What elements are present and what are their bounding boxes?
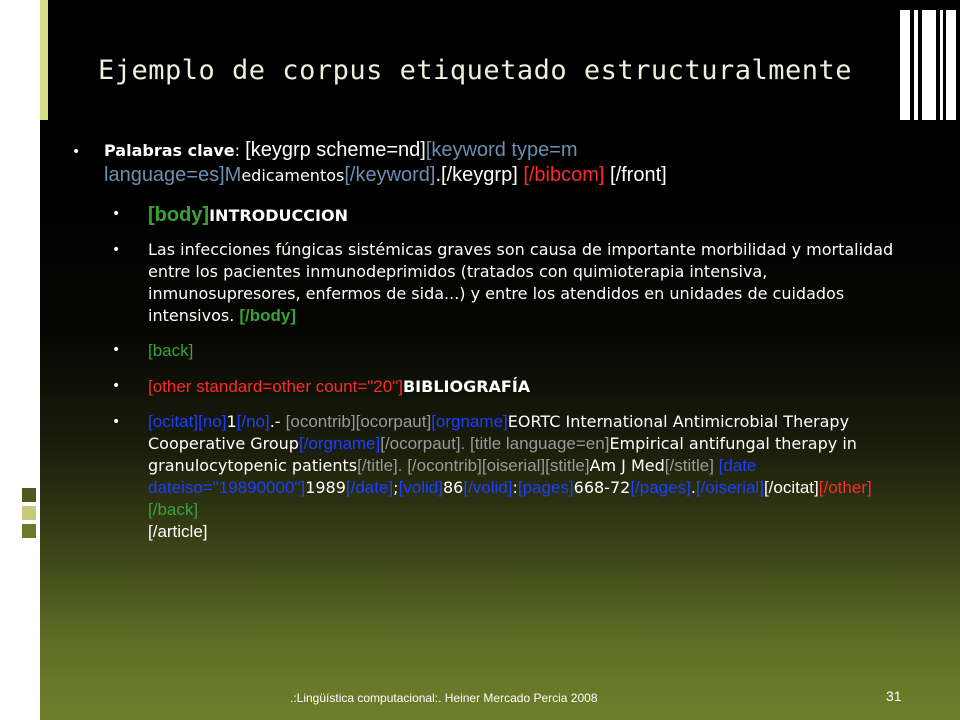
ref-text: 668-72 xyxy=(573,478,631,497)
tag: [/stitle] xyxy=(664,456,719,475)
ref-text: : xyxy=(512,478,518,497)
tag: [/other] xyxy=(818,478,872,497)
tag: [/ocitat] xyxy=(763,478,819,497)
decorative-square xyxy=(22,506,36,520)
keywords-colon: : xyxy=(234,141,246,160)
tag: .[/keygrp] xyxy=(435,164,524,186)
tag: [/no] xyxy=(236,412,270,431)
ref-text: 1989 xyxy=(305,478,346,497)
tag: [ocontrib][ocorpaut] xyxy=(285,412,432,431)
ref-number: 1 xyxy=(226,412,237,431)
ref-text: . xyxy=(690,478,696,497)
decorative-bar xyxy=(914,10,918,120)
list-item-keywords xyxy=(72,138,904,188)
decorative-bar xyxy=(922,10,936,120)
keyword-text: edicamentos xyxy=(241,166,345,185)
tag: [/back] xyxy=(148,500,199,519)
tag: [keyword type=m language=es]M xyxy=(104,139,578,186)
decorative-bar xyxy=(946,10,956,120)
list-item-bibliography xyxy=(112,377,908,397)
list-item-reference xyxy=(112,411,908,543)
tag: [/keyword] xyxy=(344,164,436,186)
tag: [/volid] xyxy=(463,478,513,497)
tag: [ocitat][no] xyxy=(148,412,227,431)
ref-text: 86 xyxy=(442,478,464,497)
ref-text: ; xyxy=(393,478,399,497)
tag: [/ocorpaut]. [title language=en] xyxy=(380,434,610,453)
tag: [/oiserial] xyxy=(695,478,764,497)
page-number: 31 xyxy=(886,688,902,704)
tag: [body] xyxy=(148,204,210,226)
decorative-square xyxy=(22,524,36,538)
list-item-paragraph xyxy=(112,239,908,327)
decorative-square xyxy=(22,488,36,502)
bullet-icon: • xyxy=(112,414,121,430)
tag: [back] xyxy=(148,341,194,360)
tag: [other standard=other count="20"] xyxy=(148,377,403,396)
decorative-bar xyxy=(0,0,40,720)
decorative-bar xyxy=(40,0,48,120)
section-heading: BIBLIOGRAFÍA xyxy=(402,377,531,396)
tag: [date dateiso="19890000"] xyxy=(148,456,757,497)
decorative-bar xyxy=(940,10,943,120)
bullet-icon: • xyxy=(112,206,121,222)
bullet-icon: • xyxy=(72,144,81,160)
ref-text: Am J Med xyxy=(589,456,665,475)
slide-content xyxy=(72,138,902,543)
decorative-bar xyxy=(900,10,910,120)
ref-text: .- xyxy=(269,412,286,431)
tag: [pages] xyxy=(517,478,574,497)
keywords-label: Palabras clave xyxy=(104,141,235,160)
tag: [/body] xyxy=(239,306,297,325)
tag: [/pages] xyxy=(630,478,691,497)
footer-text: .:Lingüística computacional:. Heiner Mercado Percia 2008 xyxy=(290,691,598,705)
tag: [/orgname] xyxy=(298,434,381,453)
tag: [volid] xyxy=(398,478,443,497)
tag: [/title]. xyxy=(357,456,408,475)
paragraph-text: Las infecciones fúngicas sistémicas graves son causa de importante morbilidad y mortalidad entre los pacientes inmunodeprimidos (tratados con quimioterapia intensiva, inmunosupresores, enfermos de sida...) y entre los atendidos en unidades de cuidados intensivos. xyxy=(148,240,894,325)
ref-text: Empirical antifungal therapy in granulocytopenic patients xyxy=(148,434,857,475)
tag: [/date] xyxy=(345,478,394,497)
slide-title: Ejemplo de corpus etiquetado estructuralmente xyxy=(98,55,852,86)
section-heading: INTRODUCCION xyxy=(209,206,348,225)
tag: [/article] xyxy=(148,522,208,541)
bullet-icon: • xyxy=(112,242,121,258)
list-item-body xyxy=(112,204,908,227)
tag: [/front] xyxy=(610,164,667,186)
bullet-icon: • xyxy=(112,342,121,358)
tag: [keygrp scheme=nd] xyxy=(245,139,426,161)
tag: [orgname] xyxy=(431,412,508,431)
ref-text: EORTC International Antimicrobial Therapy Cooperative Group xyxy=(148,412,850,453)
list-item-back xyxy=(112,341,908,361)
tag: [/bibcom] xyxy=(523,164,611,186)
bullet-icon: • xyxy=(112,378,121,394)
tag: [/ocontrib][oiserial][stitle] xyxy=(407,456,590,475)
